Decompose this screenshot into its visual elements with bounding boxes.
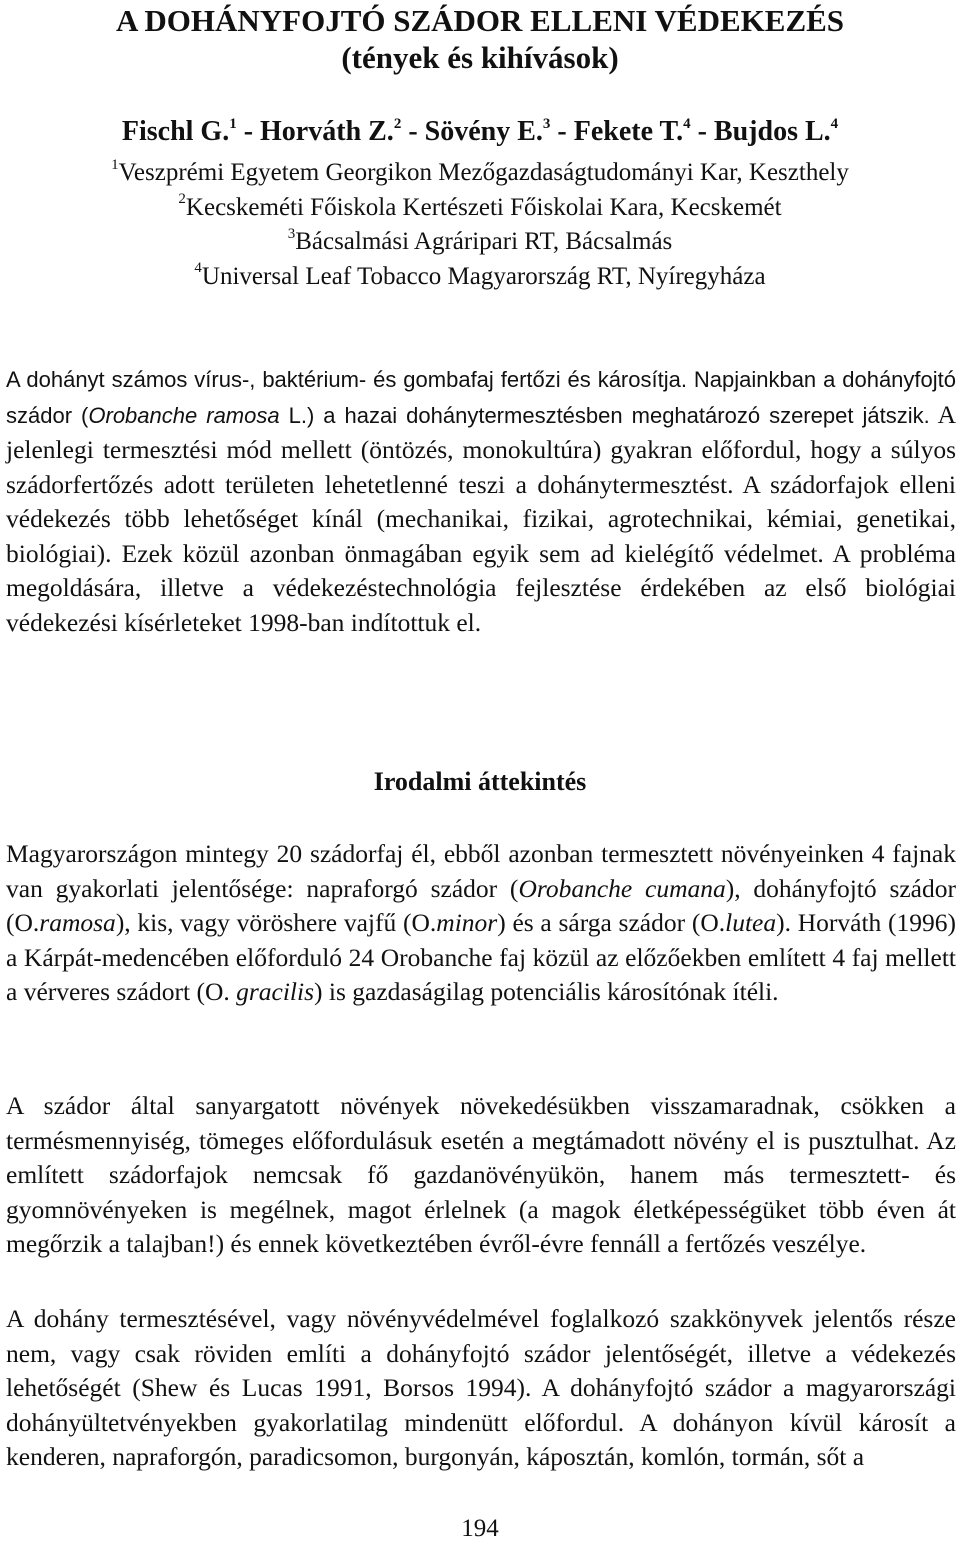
page-number: 194: [461, 1515, 499, 1542]
genus-abbrev: O.: [700, 908, 726, 937]
author-affiliation-marker: 1: [229, 115, 237, 132]
author-name: Fekete T.: [573, 116, 684, 147]
author-affiliation-marker: 4: [830, 115, 839, 132]
text-run: ) és a sárga szádor (: [497, 908, 701, 937]
affiliation-text: Bácsalmási Agráripari RT, Bácsalmás: [295, 228, 673, 255]
affiliation-list: [0, 156, 960, 294]
author-separator: -: [401, 116, 425, 147]
genus-abbrev: O.: [411, 908, 437, 937]
abstract-paragraph: [6, 362, 956, 640]
literature-paragraph-2: A szádor által sanyargatott növények növekedésükben visszamaradnak, csökken a termésmennyiség, tömeges előfordulásuk esetén a megtámadott növény el is pusztulhat. Az említett szádorfajok nemcsak fő gazdanövényükön, hanem más termesztett- és gyomnövényeken is megélnek, magot érlelnek (a magok életképességüket több éven át megőrzik a talajban!) és ennek következtében évről-évre fennáll a fertőzés veszélye.: [6, 1091, 956, 1258]
species-name: Orobanche ramosa: [88, 402, 280, 428]
genus-abbrev: O.: [14, 908, 40, 937]
literature-paragraph-1: [6, 837, 956, 1010]
text-run: ). Horváth (1996) a Kárpát-medencében előforduló 24 Orobanche faj közül az előzőekben említett 4 faj mellett a vérveres szádort (: [6, 908, 957, 1006]
author-name: Bujdos L.: [713, 116, 831, 147]
species-name: lutea: [725, 908, 777, 937]
affiliation-marker: 4: [194, 260, 202, 277]
text-run: ), dohányfojtó szádor (: [6, 873, 956, 937]
author-list: [0, 116, 960, 148]
affiliation-marker: 1: [111, 156, 119, 173]
abstract-sentence-1-end: L.) a hazai dohánytermesztésben meghatározó szerepet játszik.: [279, 402, 930, 428]
author-name: Horváth Z.: [260, 116, 394, 147]
affiliation: [0, 260, 960, 295]
author-affiliation-marker: 2: [393, 115, 402, 132]
author-separator: -: [550, 116, 574, 147]
author-separator: -: [690, 116, 714, 147]
abstract-sentence-1: A dohányt számos vírus-, baktérium- és gombafaj fertőzi és károsítja. Napjainkban a dohányfojtó szádor (: [6, 367, 956, 428]
species-name: minor: [436, 908, 498, 937]
text-run: ) is gazdaságilag potenciális károsítónak ítéli.: [314, 977, 779, 1006]
affiliation: [0, 191, 960, 226]
species-name: Orobanche cumana: [518, 873, 726, 903]
author-name: Sövény E.: [424, 116, 543, 147]
author-separator: -: [236, 116, 261, 147]
abstract-body: A jelenlegi termesztési mód mellett (öntözés, monokultúra) gyakran előfordul, hogy a súlyos szádorfertőzés adott területen lehetetlenné teszi a dohánytermesztést. A szádorfajok elleni védekezés több lehetőséget kínál (mechanikai, fizikai, agrotechnikai, kémiai, genetikai, biológiai). Ezek közül azonban önmagában egyik sem ad kielégítő védelmet. A probléma megoldására, illetve a védekezéstechnológia fejlesztése érdekében az első biológiai védekezési kísérleteket 1998-ban indítottuk el.: [6, 399, 956, 637]
text-run: ), kis, vagy vöröshere vajfű (: [115, 908, 412, 937]
author-affiliation-marker: 3: [542, 115, 551, 132]
species-name: ramosa: [39, 908, 116, 937]
title-line-1: A DOHÁNYFOJTÓ SZÁDOR ELLENI VÉDEKEZÉS: [115, 3, 845, 38]
affiliation-marker: 2: [178, 191, 186, 208]
literature-paragraph-3: A dohány termesztésével, vagy növényvédelmével foglalkozó szakkönyvek jelentős része nem, vagy csak röviden említi a dohányfojtó szádor jelentőségét, illetve a védekezés lehetőségét (Shew és Lucas 1991, Borsos 1994). A dohányfojtó szádor a magyarországi dohányültetvényekben gyakorlatilag mindenütt előfordul. A dohányon kívül károsít a kenderen, napraforgón, paradicsomon, burgonyán, káposztán, komlón, tormán, sőt a: [6, 1304, 956, 1471]
species-name: gracilis: [229, 977, 315, 1006]
affiliation: [0, 225, 960, 260]
affiliation: [0, 156, 960, 191]
title-line-2: (tények és kihívások): [341, 40, 619, 75]
author-name: Fischl G.: [121, 116, 230, 147]
paper-title: [0, 2, 960, 76]
affiliation-text: Kecskeméti Főiskola Kertészeti Főiskolai Kara, Kecskemét: [185, 193, 782, 221]
affiliation-text: Universal Leaf Tobacco Magyarország RT, Nyíregyháza: [201, 262, 766, 290]
genus-abbrev: O.: [204, 977, 230, 1006]
section-heading: Irodalmi áttekintés: [373, 767, 587, 796]
affiliation-text: Veszprémi Egyetem Georgikon Mezőgazdaságtudományi Kar, Keszthely: [118, 159, 849, 186]
affiliation-marker: 3: [287, 225, 296, 242]
author-affiliation-marker: 4: [683, 115, 691, 132]
text-run: Magyarországon mintegy 20 szádorfaj él, ebből azonban termesztett növényeinken 4 fajnak van gyakorlati jelentősége: napraforgó szádor (: [6, 839, 956, 903]
